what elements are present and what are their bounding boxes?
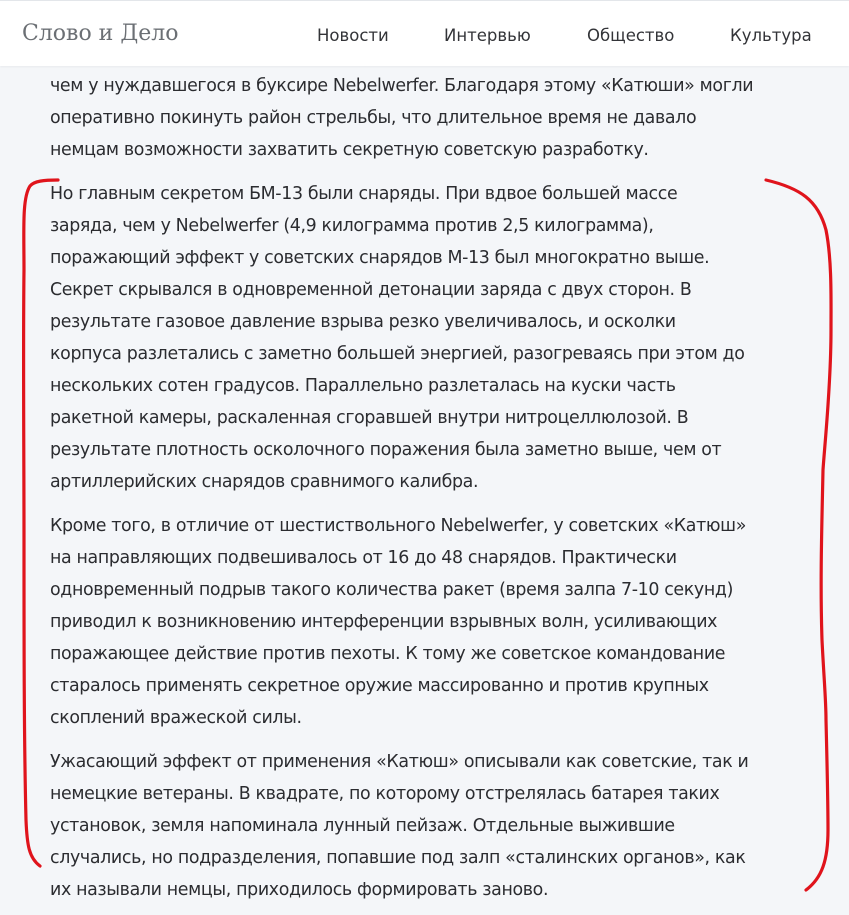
paragraph-line: Секрет скрывался в одновременной детонации заряда с двух сторон. В [50, 280, 692, 300]
paragraph-line: чем у нуждавшегося в буксире Nebelwerfer. Благодаря этому «Катюши» могли [50, 76, 754, 96]
paragraph-line: немецкие ветераны. В квадрате, по которому отстрелялась батарея таких [50, 784, 720, 804]
paragraph-line: Но главным секретом БМ-13 были снаряды. При вдвое большей массе [50, 184, 678, 204]
paragraph-line: результате плотность осколочного поражения была заметно выше, чем от [50, 440, 722, 460]
paragraph-line: заряда, чем у Nebelwerfer (4,9 килограмма против 2,5 килограмма), [50, 216, 654, 236]
nav-item-culture[interactable]: Культура [730, 26, 812, 45]
paragraph-line: результате газовое давление взрыва резко увеличивалось, и осколки [50, 312, 676, 332]
paragraph-line: артиллерийских снарядов сравнимого калибра. [50, 472, 479, 492]
paragraph-line: поражающее действие против пехоты. К тому же советское командование [50, 644, 726, 664]
paragraph-line: установок, земля напоминала лунный пейзаж. Отдельные выжившие [50, 816, 675, 836]
site-header [0, 0, 849, 66]
nav-item-interview[interactable]: Интервью [444, 26, 531, 45]
paragraph-line: корпуса разлетались с заметно большей энергией, разогреваясь при этом до [50, 344, 745, 364]
paragraph-line: ракетной камеры, раскаленная сгоравшей внутри нитроцеллюлозой. В [50, 408, 689, 428]
site-logo[interactable]: Слово и Дело [22, 21, 179, 46]
paragraph-line: случались, но подразделения, попавшие под залп «сталинских органов», как [50, 848, 746, 868]
paragraph-line: поражающий эффект у советских снарядов М-13 был многократно выше. [50, 248, 710, 268]
paragraph-line: немцам возможности захватить секретную советскую разработку. [50, 140, 649, 160]
paragraph-line: Кроме того, в отличие от шестиствольного Nebelwerfer, у советских «Катюш» [50, 516, 746, 536]
nav-item-news[interactable]: Новости [317, 26, 389, 45]
nav-item-society[interactable]: Общество [587, 26, 675, 45]
paragraph-line: приводил к возникновению интерференции взрывных волн, усиливающих [50, 612, 718, 632]
paragraph-line: Ужасающий эффект от применения «Катюш» описывали как советские, так и [50, 752, 749, 772]
paragraph-line: нескольких сотен градусов. Параллельно разлеталась на куски часть [50, 376, 676, 396]
paragraph-line: на направляющих подвешивалось от 16 до 48 снарядов. Практически [50, 548, 677, 568]
paragraph-line: их называли немцы, приходилось формировать заново. [50, 880, 549, 900]
paragraph-line: оперативно покинуть район стрельбы, что длительное время не давало [50, 108, 697, 128]
paragraph-line: скоплений вражеской силы. [50, 708, 302, 728]
paragraph-line: старалось применять секретное оружие массированно и против крупных [50, 676, 709, 696]
paragraph-line: одновременный подрыв такого количества ракет (время залпа 7-10 секунд) [50, 580, 734, 600]
